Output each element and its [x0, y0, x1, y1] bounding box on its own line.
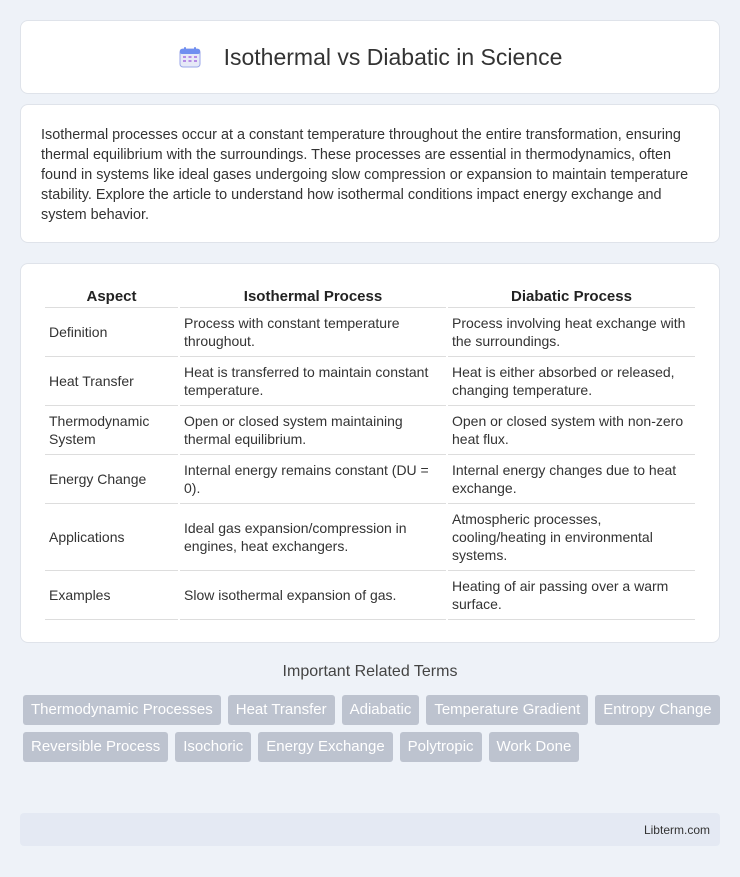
cell-aspect: Examples	[45, 571, 178, 620]
intro-text: Isothermal processes occur at a constant temperature throughout the entire transformation, ensuring thermal equilibrium with the surroundings. These processes are essential in thermodynamics, often found in systems like ideal gases undergoing slow compression or expansion to maintain temperature stability. Explore the article to understand how isothermal conditions impact energy exchange and system behavior.	[41, 127, 689, 223]
cell-aspect: Definition	[45, 308, 178, 357]
tag-temperature-gradient[interactable]: Temperature Gradient	[426, 695, 588, 725]
tag-polytropic[interactable]: Polytropic	[400, 732, 482, 762]
header-isothermal: Isothermal Process	[180, 286, 446, 308]
cell-isothermal: Internal energy remains constant (DU = 0).	[180, 455, 446, 504]
cell-diabatic: Heat is either absorbed or released, changing temperature.	[448, 357, 695, 406]
table-row	[45, 357, 695, 406]
tag-thermodynamic-processes[interactable]: Thermodynamic Processes	[23, 695, 221, 725]
header-diabatic: Diabatic Process	[448, 286, 695, 308]
cell-diabatic: Atmospheric processes, cooling/heating in environmental systems.	[448, 504, 695, 571]
cell-diabatic: Process involving heat exchange with the surroundings.	[448, 308, 695, 357]
cell-aspect: Heat Transfer	[45, 357, 178, 406]
header-aspect: Aspect	[45, 286, 178, 308]
cell-isothermal: Slow isothermal expansion of gas.	[180, 571, 446, 620]
cell-isothermal: Ideal gas expansion/compression in engines, heat exchangers.	[180, 504, 446, 571]
cell-aspect: Energy Change	[45, 455, 178, 504]
tag-adiabatic[interactable]: Adiabatic	[342, 695, 420, 725]
table-row	[45, 504, 695, 571]
cell-diabatic: Open or closed system with non-zero heat flux.	[448, 406, 695, 455]
footer	[20, 813, 720, 846]
cell-aspect: Thermodynamic System	[45, 406, 178, 455]
intro-card	[20, 104, 720, 243]
cell-diabatic: Heating of air passing over a warm surface.	[448, 571, 695, 620]
title-wrap	[178, 44, 563, 71]
footer-site-link[interactable]: Libterm.com	[643, 822, 710, 837]
cell-diabatic: Internal energy changes due to heat exchange.	[448, 455, 695, 504]
table-row	[45, 406, 695, 455]
tag-reversible-process[interactable]: Reversible Process	[23, 732, 168, 762]
tag-work-done[interactable]: Work Done	[489, 732, 580, 762]
table-row	[45, 308, 695, 357]
tag-heat-transfer[interactable]: Heat Transfer	[228, 695, 335, 725]
cell-isothermal: Process with constant temperature throughout.	[180, 308, 446, 357]
header-card	[20, 20, 720, 94]
page-title: Isothermal vs Diabatic in Science	[223, 43, 563, 70]
table-row	[45, 571, 695, 620]
cell-aspect: Applications	[45, 504, 178, 571]
comparison-table	[43, 286, 697, 620]
related-terms-title: Important Related Terms	[282, 663, 458, 680]
table-row	[45, 455, 695, 504]
cell-isothermal: Open or closed system maintaining thermal equilibrium.	[180, 406, 446, 455]
cell-isothermal: Heat is transferred to maintain constant temperature.	[180, 357, 446, 406]
tag-entropy-change[interactable]: Entropy Change	[595, 695, 719, 725]
related-terms-tags	[23, 695, 723, 762]
calendar-icon	[178, 45, 202, 69]
tag-isochoric[interactable]: Isochoric	[175, 732, 251, 762]
comparison-table-card	[20, 263, 720, 643]
tag-energy-exchange[interactable]: Energy Exchange	[258, 732, 392, 762]
table-header-row	[45, 286, 695, 308]
